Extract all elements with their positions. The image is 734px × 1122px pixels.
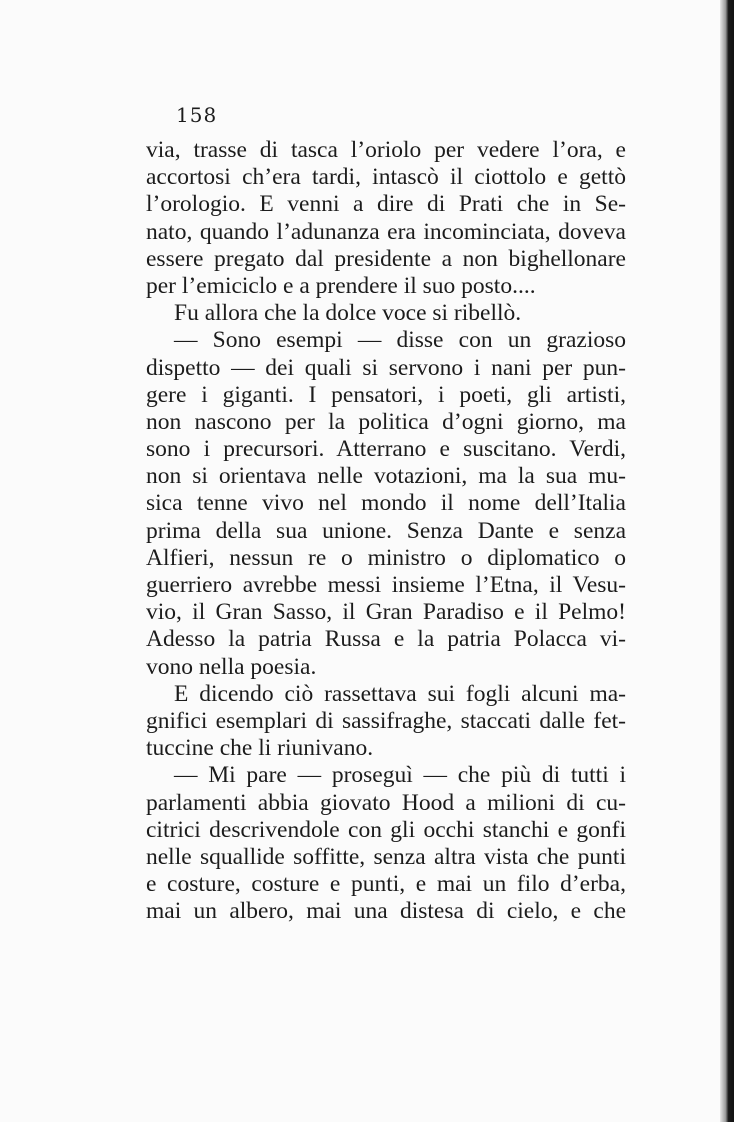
text-line: Alfieri, nessun re o ministro o diplomatico o bbox=[146, 544, 626, 571]
body-text bbox=[146, 137, 626, 925]
page-number: 158 bbox=[176, 103, 218, 127]
text-line: vono nella poesia. bbox=[146, 653, 317, 680]
text-line: guerriero avrebbe messi insieme l’Etna, il Vesu- bbox=[146, 572, 626, 598]
text-line: citrici descrivendole con gli occhi stanchi e gonfi bbox=[146, 816, 626, 843]
text-line: prima della sua unione. Senza Dante e senza bbox=[146, 517, 626, 544]
text-line: essere pregato dal presidente a non bighellonare bbox=[146, 245, 626, 272]
text-line: sono i precursori. Atterrano e suscitano. Verdi, bbox=[146, 436, 626, 463]
text-line: e costure, costure e punti, e mai un filo d’erba, bbox=[146, 871, 626, 898]
text-line: parlamenti abbia giovato Hood a milioni di cu- bbox=[146, 789, 626, 816]
text-line: nelle squallide soffitte, senza altra vista che punti bbox=[146, 843, 626, 870]
text-line: Fu allora che la dolce voce si ribellò. bbox=[174, 300, 522, 327]
text-line: gnifici esemplari di sassifraghe, staccati dalle fet- bbox=[146, 707, 626, 734]
text-line: sica tenne vivo nel mondo il nome dell’Italia bbox=[146, 490, 626, 517]
text-line: non si orientava nelle votazioni, ma la sua mu- bbox=[146, 463, 626, 490]
text-line: tuccine che li riunivano. bbox=[146, 735, 374, 762]
text-line: per l’emiciclo e a prendere il suo posto.... bbox=[146, 272, 536, 299]
text-line: Adesso la patria Russa e la patria Polacca vi- bbox=[146, 626, 626, 653]
text-line: gere i giganti. I pensatori, i poeti, gli artisti, bbox=[146, 381, 626, 408]
text-line: mai un albero, mai una distesa di cielo, e che bbox=[146, 898, 626, 925]
text-line: E dicendo ciò rassettava sui fogli alcuni ma- bbox=[174, 680, 626, 707]
text-line: vio, il Gran Sasso, il Gran Paradiso e il Pelmo! bbox=[146, 599, 626, 626]
text-line: — Sono esempi — disse con un grazioso bbox=[174, 327, 626, 354]
text-line: — Mi pare — proseguì — che più di tutti i bbox=[174, 762, 626, 789]
text-line: via, trasse di tasca l’oriolo per vedere l’ora, e bbox=[146, 137, 626, 163]
text-line: l’orologio. E venni a dire di Prati che in Se- bbox=[146, 191, 626, 218]
page-edge-shadow bbox=[720, 0, 734, 1122]
text-line: non nascono per la politica d’ogni giorno, ma bbox=[146, 408, 626, 435]
text-line: accortosi ch’era tardi, intascò il ciottolo e gettò bbox=[146, 164, 626, 191]
text-line: nato, quando l’adunanza era incominciata, doveva bbox=[146, 218, 626, 245]
text-line: dispetto — dei quali si servono i nani per pun- bbox=[146, 354, 626, 381]
